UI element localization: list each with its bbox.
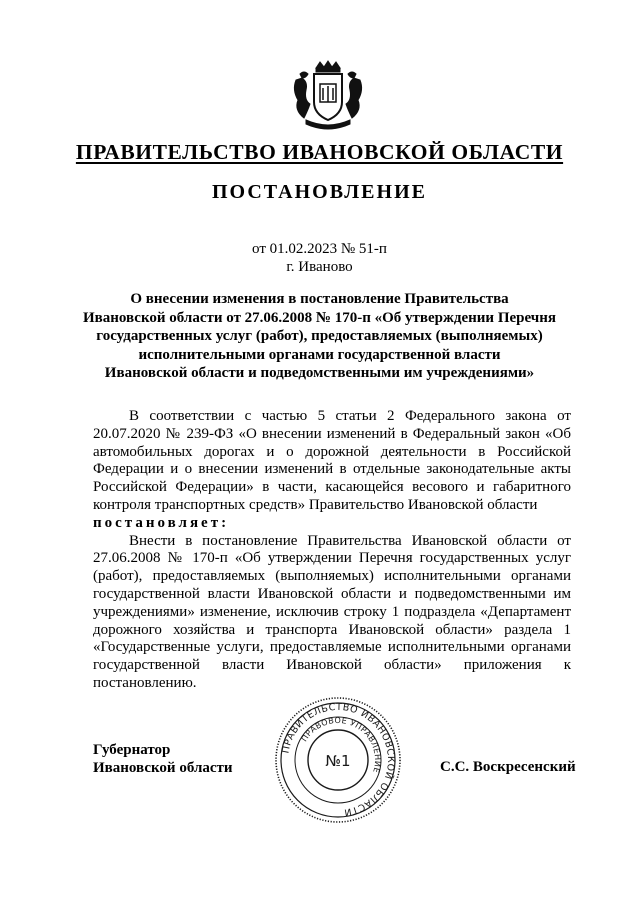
document-type: ПОСТАНОВЛЕНИЕ <box>212 181 427 203</box>
position-line: Губернатор <box>93 742 171 758</box>
subject-line: О внесении изменения в постановление Правительства <box>130 291 509 307</box>
resolves-word: постановляет: <box>93 514 230 531</box>
signatory-position <box>93 741 233 777</box>
stamp-inner-text: ПРАВОВОЕ УПРАВЛЕНИЕ <box>299 715 383 775</box>
subject-line: государственных услуг (работ), предоставляемых (выполняемых) <box>96 328 543 344</box>
preamble-paragraph: В соответствии с частью 5 статьи 2 Федерального закона от 20.07.2020 № 239-ФЗ «О внесении изменений в Федеральный закон «Об автомобильных дорогах и о дорожной деятельности в Российской Федерации и о внесении изменений в отдельные законодательные акты Российской Федерации» в части, касающейся весового и габаритного контроля транспортных средств» Правительство Ивановской области <box>93 408 571 513</box>
official-stamp <box>273 695 403 825</box>
stamp-number: №1 <box>325 752 351 770</box>
date-and-place <box>0 240 639 276</box>
government-title: ПРАВИТЕЛЬСТВО ИВАНОВСКОЙ ОБЛАСТИ <box>75 140 564 164</box>
city: г. Иваново <box>286 259 353 275</box>
clause-paragraph: Внести в постановление Правительства Ивановской области от 27.06.2008 № 170-п «Об утверждении Перечня государственных услуг (работ), предоставляемых (выполняемых) исполнительными органами государственной власти Ивановской области и подведомственными им учреждениями» изменение, исключив строку 1 подраздела «Департамент дорожного хозяйства и транспорта Ивановской области» раздела 1 «Государственные услуги, предоставляемые исполнительными органами государственной власти Ивановской области» приложения к постановлению. <box>93 532 571 691</box>
document-body <box>93 408 571 693</box>
subject-line: исполнительными органами государственной власти <box>138 346 501 363</box>
coat-of-arms-emblem <box>290 60 366 130</box>
position-line: Ивановской области <box>93 760 233 776</box>
date-number: от 01.02.2023 № 51-п <box>252 241 387 257</box>
stamp-ring-text: ПРАВИТЕЛЬСТВО ИВАНОВСКОЙ ОБЛАСТИ <box>280 701 397 818</box>
document-subject <box>78 290 561 383</box>
subject-line: Ивановской области от 27.06.2008 № 170-п «Об утверждении Перечня <box>82 309 556 326</box>
resolves-line <box>93 515 571 533</box>
subject-line: Ивановской области и подведомственными им учреждениями» <box>104 365 535 381</box>
signatory-name: С.С. Воскресенский <box>440 759 576 775</box>
